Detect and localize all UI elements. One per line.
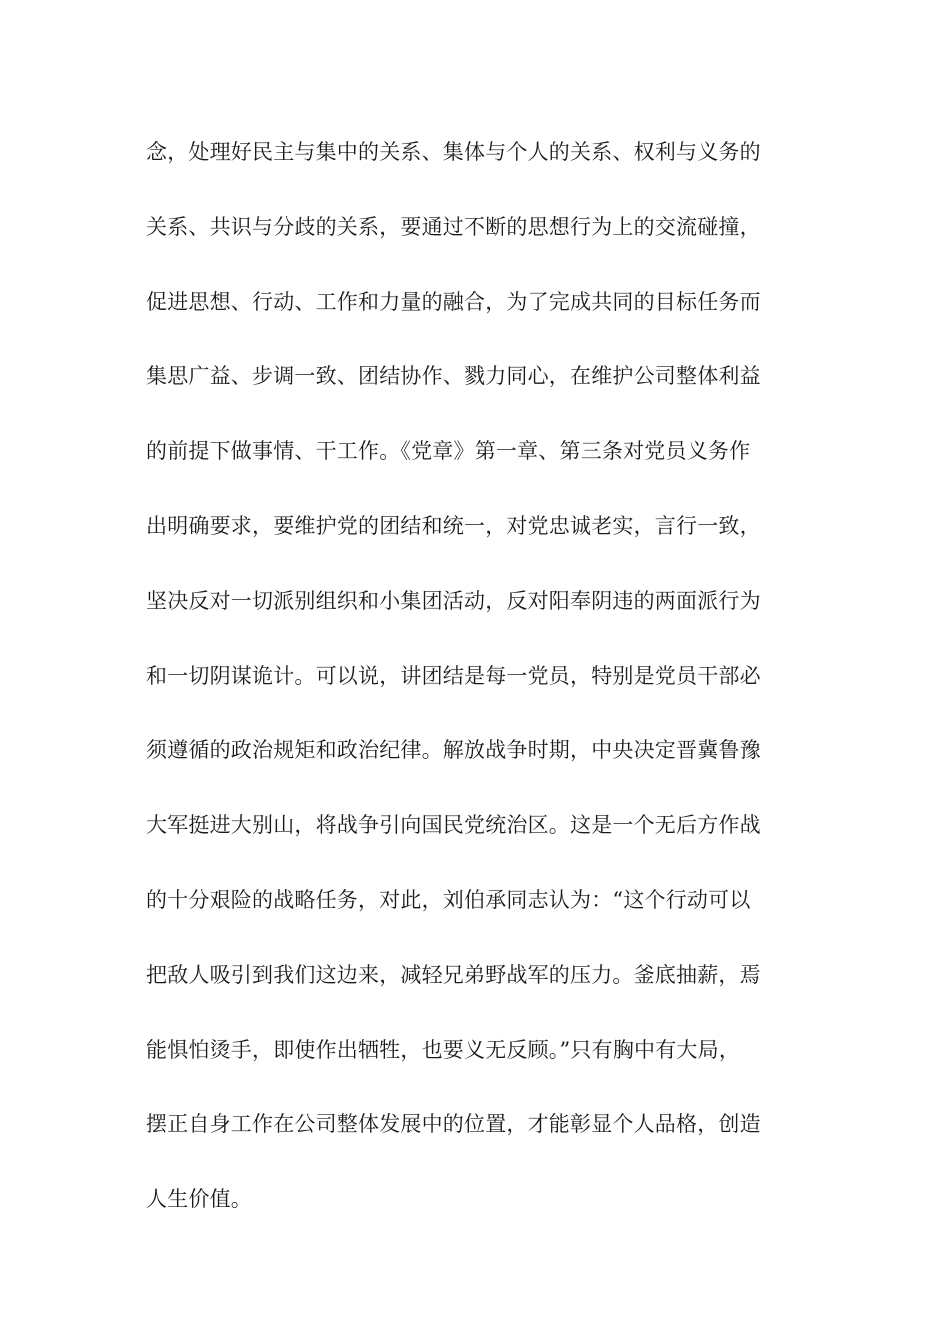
text-line-5: 的前提下做事情、干工作。《党章》第一章、第三条对党员义务作 [146, 439, 751, 464]
text-line-11: 的十分艰险的战略任务，对此，刘伯承同志认为：“这个行动可以 [146, 887, 751, 912]
text-line-10: 大军挺进大别山，将战争引向国民党统治区。这是一个无后方作战 [146, 813, 761, 838]
text-line-4: 集思广益、步调一致、团结协作、戮力同心，在维护公司整体利益 [146, 364, 761, 389]
text-line-2: 关系、共识与分歧的关系，要通过不断的思想行为上的交流碰撞， [146, 214, 761, 239]
text-line-7: 坚决反对一切派别组织和小集团活动，反对阳奉阴违的两面派行为 [146, 588, 761, 613]
text-line-6: 出明确要求，要维护党的团结和统一，对党忠诚老实，言行一致， [146, 513, 761, 538]
text-line-13: 能惧怕烫手，即使作出牺牲，也要义无反顾。”只有胸中有大局， [146, 1037, 741, 1062]
text-line-15: 人生价值。 [146, 1187, 252, 1212]
text-line-8: 和一切阴谋诡计。可以说，讲团结是每一党员，特别是党员干部必 [146, 663, 761, 688]
text-line-9: 须遵循的政治规矩和政治纪律。解放战争时期，中央决定晋冀鲁豫 [146, 738, 761, 763]
body-paragraph [146, 127, 806, 1249]
text-line-1: 念，处理好民主与集中的关系、集体与个人的关系、权利与义务的 [146, 140, 761, 164]
text-line-12: 把敌人吸引到我们这边来，减轻兄弟野战军的压力。釜底抽薪，焉 [146, 962, 761, 987]
text-line-3: 促进思想、行动、工作和力量的融合，为了完成共同的目标任务而 [146, 289, 761, 314]
text-line-14: 摆正自身工作在公司整体发展中的位置，才能彰显个人品格，创造 [146, 1112, 761, 1137]
